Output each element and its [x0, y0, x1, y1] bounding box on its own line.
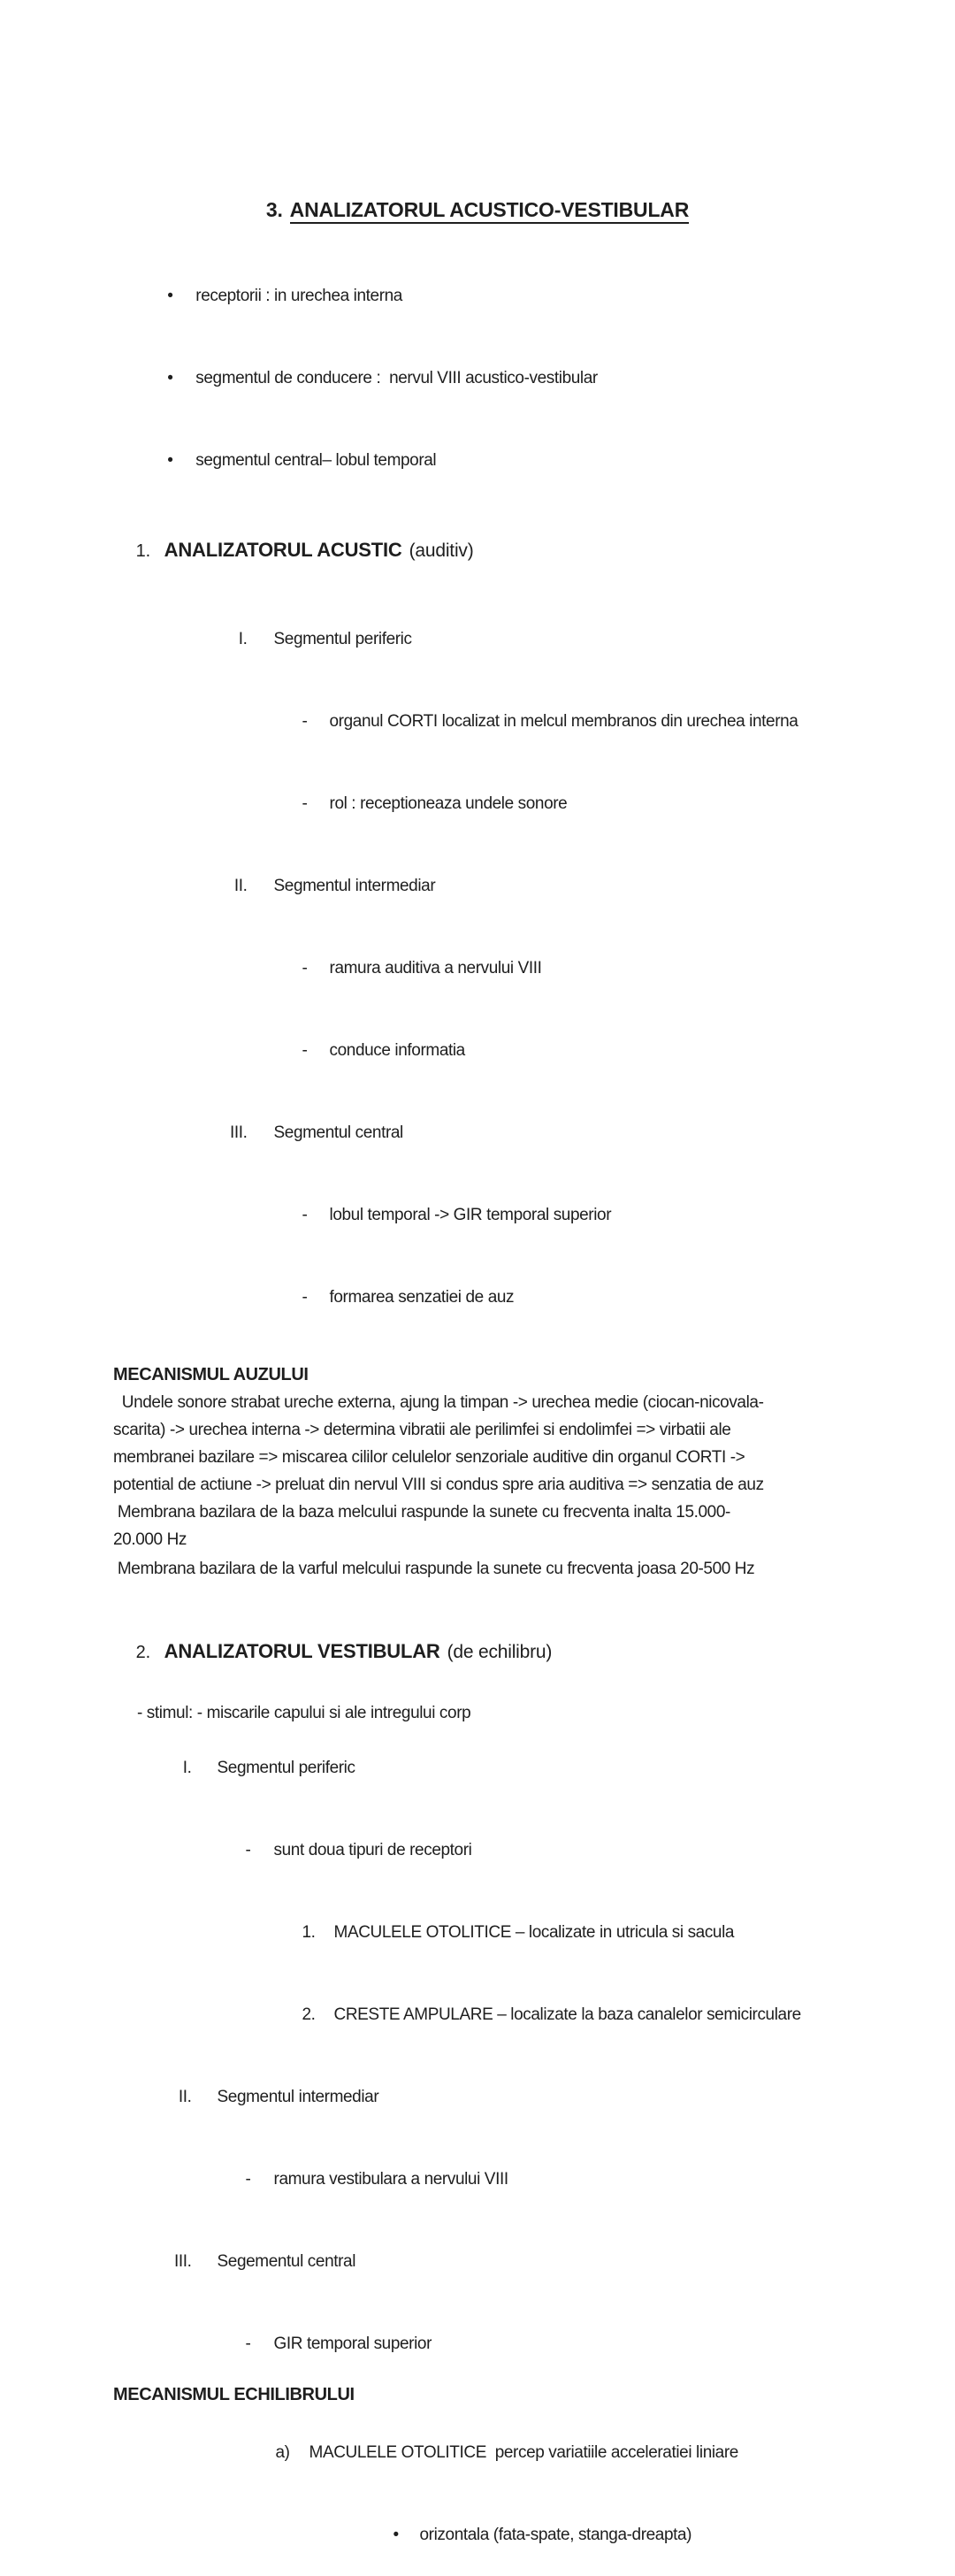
roman-label: Segmentul intermediar [273, 877, 436, 895]
dash-list-item [0, 763, 955, 845]
roman-marker: II. [233, 877, 248, 895]
roman-list-item [0, 2056, 955, 2138]
dash-marker: - [302, 794, 308, 813]
paragraph-line: potential de actiune -> preluat din nervul VIII si condus spre aria auditiva => senzatia de auz [113, 1476, 764, 1494]
numbered-list-item [0, 1891, 955, 1974]
page-title [0, 195, 955, 225]
paragraph-line: Undele sonore strabat ureche externa, ajung la timpan -> urechea medie (ciocan-nicovala- [113, 1393, 764, 1412]
numbered-text: MACULELE OTOLITICE – localizate in utricula si sacula [333, 1923, 735, 1942]
roman-list-item [0, 845, 955, 927]
alpha-marker: a) [275, 2443, 290, 2462]
dash-text: GIR temporal superior [273, 2334, 432, 2353]
stimulus-line: - stimul: - miscarile capului si ale intregului corp [137, 1704, 471, 1722]
roman-label: Segmentul central [273, 1123, 403, 1142]
dash-text: rol : receptioneaza undele sonore [329, 794, 568, 813]
paragraph-line: scarita) -> urechea interna -> determina vibratii ale perilimfei si endolimfei => virbatii ale [113, 1421, 731, 1439]
dash-marker: - [245, 1841, 251, 1859]
document-page [0, 195, 955, 2544]
alpha-list-item [0, 2411, 955, 2494]
dash-text: conduce informatia [329, 1041, 465, 1060]
roman-label: Segementul central [217, 2252, 356, 2271]
dash-list-item [0, 1174, 955, 1256]
dash-text: formarea senzatiei de auz [329, 1288, 515, 1307]
dash-list-item [0, 2303, 955, 2385]
dash-text: organul CORTI localizat in melcul membranos din urechea interna [329, 712, 798, 731]
title-text: ANALIZATORUL ACUSTICO-VESTIBULAR [290, 198, 689, 224]
title-number: 3. [265, 198, 283, 221]
roman-marker: II. [178, 2088, 192, 2106]
section-subtitle: (auditiv) [409, 540, 474, 561]
list-item [0, 419, 955, 502]
mechanism-heading-auz: MECANISMUL AUZULUI [113, 1365, 309, 1384]
dash-marker: - [302, 1206, 308, 1224]
roman-list-item [0, 1727, 955, 1809]
list-item [0, 255, 955, 337]
section-title: ANALIZATORUL ACUSTIC [164, 539, 402, 561]
intro-bullet-text: receptorii : in urechea interna [195, 287, 402, 305]
dash-text: lobul temporal -> GIR temporal superior [329, 1206, 612, 1224]
bullet-marker: • [167, 369, 173, 387]
dash-text: ramura vestibulara a nervului VIII [273, 2170, 508, 2189]
roman-label: Segmentul periferic [273, 630, 412, 648]
dash-marker: - [302, 1288, 308, 1307]
dash-marker: - [245, 2170, 251, 2189]
bullet-marker: • [167, 451, 173, 470]
roman-marker: III. [174, 2252, 192, 2271]
numbered-list-item [0, 1974, 955, 2056]
paragraph-line: Membrana bazilara de la baza melcului raspunde la sunete cu frecventa inalta 15.000- [113, 1503, 730, 1522]
roman-marker: III. [230, 1123, 248, 1142]
number-marker: 1. [302, 1923, 316, 1942]
roman-list-item [0, 1092, 955, 1174]
sub-bullet-text: orizontala (fata-spate, stanga-dreapta) [419, 2526, 692, 2544]
dash-list-item [0, 1809, 955, 1891]
roman-marker: I. [238, 630, 248, 648]
paragraph-line: membranei bazilare => miscarea cililor celulelor senzoriale auditive din organul CORTI -> [113, 1448, 745, 1467]
dash-list-item [0, 1256, 955, 1338]
numbered-text: CRESTE AMPULARE – localizate la baza canalelor semicirculare [333, 2005, 801, 2024]
paragraph-line: Membrana bazilara de la varful melcului raspunde la sunete cu frecventa joasa 20-500 Hz [113, 1560, 755, 1578]
roman-marker: I. [182, 1759, 192, 1777]
bullet-marker: • [393, 2526, 399, 2544]
paragraph-line: 20.000 Hz [113, 1530, 187, 1549]
intro-bullet-text: segmentul de conducere : nervul VIII acustico-vestibular [195, 369, 598, 387]
intro-bullet-text: segmentul central– lobul temporal [195, 451, 437, 470]
dash-list-item [0, 2138, 955, 2220]
dash-marker: - [302, 712, 308, 731]
section-subtitle: (de echilibru) [447, 1642, 553, 1662]
sub-bullet-item [0, 2494, 955, 2576]
dash-marker: - [302, 1041, 308, 1060]
dash-marker: - [245, 2334, 251, 2353]
intro-bullet-list [0, 255, 955, 502]
alpha-text: MACULELE OTOLITICE percep variatiile acceleratiei liniare [309, 2443, 738, 2462]
roman-label: Segmentul intermediar [217, 2088, 379, 2106]
section-heading-vestibular [0, 1606, 955, 1698]
roman-label: Segmentul periferic [217, 1759, 355, 1777]
mechanism-heading-echilibru: MECANISMUL ECHILIBRULUI [113, 2385, 355, 2404]
bullet-marker: • [167, 287, 173, 305]
section-title: ANALIZATORUL VESTIBULAR [164, 1640, 440, 1662]
section-number: 1. [135, 541, 150, 561]
list-item [0, 337, 955, 419]
dash-text: sunt doua tipuri de receptori [273, 1841, 472, 1859]
roman-list-item [0, 598, 955, 680]
section-number: 2. [135, 1643, 150, 1662]
dash-list-item [0, 680, 955, 763]
roman-list-item [0, 2220, 955, 2303]
dash-list-item [0, 927, 955, 1009]
dash-marker: - [302, 959, 308, 978]
number-marker: 2. [302, 2005, 316, 2024]
dash-text: ramura auditiva a nervului VIII [329, 959, 542, 978]
section-heading-acustic [0, 505, 955, 596]
dash-list-item [0, 1009, 955, 1092]
